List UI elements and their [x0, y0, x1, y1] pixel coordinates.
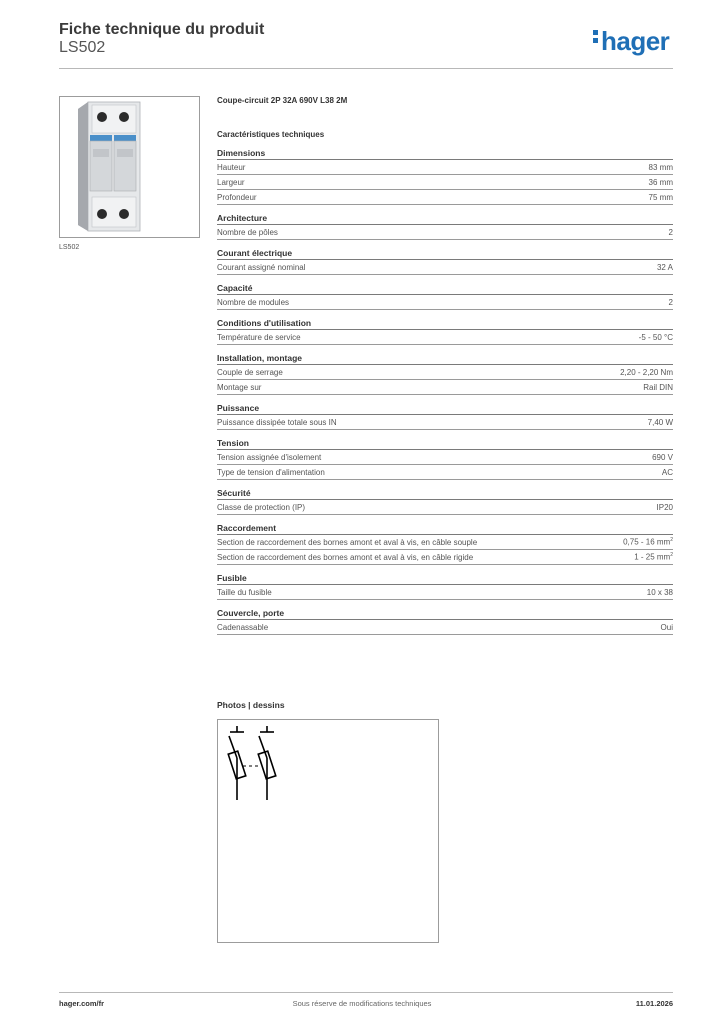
footer-divider — [59, 992, 673, 993]
header-divider — [59, 68, 673, 69]
logo-dots-icon — [593, 30, 599, 46]
spec-section-title: Raccordement — [217, 523, 277, 533]
spec-value-cell — [643, 383, 673, 392]
spec-value: 2 — [668, 297, 673, 307]
spec-label: Type de tension d'alimentation — [217, 467, 325, 477]
spec-label: Taille du fusible — [217, 587, 272, 597]
spec-section-title: Conditions d'utilisation — [217, 318, 312, 328]
spec-value-cell — [657, 503, 673, 512]
spec-label: Profondeur — [217, 192, 257, 202]
spec-value-cell — [661, 623, 673, 632]
spec-label: Section de raccordement des bornes amont et aval à vis, en câble souple — [217, 537, 478, 547]
footer-date: 11.01.2026 — [635, 999, 673, 1008]
spec-value-cell — [634, 552, 673, 562]
spec-row — [217, 465, 673, 480]
spec-value: -5 - 50 °C — [638, 332, 673, 342]
spec-value: 1 - 25 mm — [634, 552, 671, 562]
spec-row — [217, 380, 673, 395]
spec-row — [217, 620, 673, 635]
spec-value: 690 V — [652, 452, 673, 462]
spec-label: Cadenassable — [217, 622, 269, 632]
spec-value-cell — [620, 368, 673, 377]
spec-value-cell — [649, 163, 673, 172]
spec-row — [217, 585, 673, 600]
spec-section — [217, 213, 673, 240]
spec-label: Courant assigné nominal — [217, 262, 306, 272]
spec-section-title: Installation, montage — [217, 353, 303, 363]
spec-section-title: Puissance — [217, 403, 260, 413]
spec-value: IP20 — [656, 502, 673, 512]
spec-section-title: Capacité — [217, 283, 253, 293]
spec-row — [217, 190, 673, 205]
spec-section-title: Sécurité — [217, 488, 251, 498]
spec-value-cell — [649, 178, 673, 187]
spec-row — [217, 415, 673, 430]
spec-value-cell — [669, 298, 673, 307]
spec-section-title: Couvercle, porte — [217, 608, 285, 618]
spec-label: Section de raccordement des bornes amont et aval à vis, en câble rigide — [217, 552, 474, 562]
fuse-holder-illustration — [60, 97, 199, 237]
spec-value: 7,40 W — [647, 417, 673, 427]
spec-section-title: Architecture — [217, 213, 268, 223]
spec-section — [217, 608, 673, 635]
spec-section — [217, 523, 673, 565]
spec-label: Hauteur — [217, 162, 246, 172]
spec-value-cell — [648, 418, 673, 427]
spec-section — [217, 318, 673, 345]
spec-section — [217, 283, 673, 310]
product-reference: LS502 — [59, 39, 106, 56]
spec-label: Couple de serrage — [217, 367, 283, 377]
document-title: Fiche technique du produit — [59, 21, 265, 38]
spec-value-cell — [669, 228, 673, 237]
spec-value: 83 mm — [648, 162, 673, 172]
spec-section-title: Dimensions — [217, 148, 266, 158]
spec-row — [217, 175, 673, 190]
logo-text: hager — [601, 26, 670, 56]
spec-section — [217, 148, 673, 205]
spec-row — [217, 450, 673, 465]
spec-label: Nombre de modules — [217, 297, 290, 307]
spec-label: Nombre de pôles — [217, 227, 278, 237]
spec-value-cell — [649, 193, 673, 202]
spec-section — [217, 488, 673, 515]
spec-row — [217, 500, 673, 515]
technical-characteristics-heading: Caractéristiques techniques — [217, 130, 325, 139]
spec-section-title: Fusible — [217, 573, 247, 583]
spec-label: Montage sur — [217, 382, 262, 392]
spec-value: 10 x 38 — [646, 587, 673, 597]
spec-section — [217, 573, 673, 600]
spec-label: Tension assignée d'isolement — [217, 452, 322, 462]
spec-value: 32 A — [656, 262, 673, 272]
spec-section — [217, 403, 673, 430]
spec-sections — [217, 148, 673, 635]
spec-value-cell — [662, 468, 673, 477]
spec-value: AC — [661, 467, 673, 477]
fuse-schematic-icon — [218, 720, 438, 942]
spec-row — [217, 535, 673, 550]
spec-row — [217, 295, 673, 310]
spec-section — [217, 248, 673, 275]
spec-value-cell — [647, 588, 673, 597]
spec-row — [217, 160, 673, 175]
hager-logo[interactable] — [593, 26, 669, 56]
spec-value-cell — [623, 537, 673, 547]
spec-label: Température de service — [217, 332, 301, 342]
product-name: Coupe-circuit 2P 32A 690V L38 2M — [217, 96, 348, 105]
spec-value-cell — [639, 333, 673, 342]
spec-value-cell — [652, 453, 673, 462]
spec-label: Classe de protection (IP) — [217, 502, 306, 512]
spec-section-title: Courant électrique — [217, 248, 293, 258]
spec-row — [217, 550, 673, 565]
spec-label: Largeur — [217, 177, 245, 187]
footer-notice: Sous réserve de modifications techniques — [292, 999, 432, 1008]
spec-value: Oui — [660, 622, 673, 632]
spec-row — [217, 330, 673, 345]
spec-value: 75 mm — [648, 192, 673, 202]
photos-heading: Photos | dessins — [217, 700, 285, 710]
unit-superscript: 2 — [670, 537, 673, 544]
spec-value-cell — [657, 263, 673, 272]
spec-row — [217, 225, 673, 240]
spec-row — [217, 260, 673, 275]
spec-row — [217, 365, 673, 380]
spec-value: 2 — [668, 227, 673, 237]
unit-superscript: 2 — [670, 552, 673, 559]
spec-value: Rail DIN — [643, 382, 673, 392]
spec-value: 2,20 - 2,20 Nm — [620, 367, 673, 377]
specifications — [217, 96, 673, 635]
spec-section-title: Tension — [217, 438, 249, 448]
schematic-drawing — [217, 719, 439, 943]
spec-label: Puissance dissipée totale sous IN — [217, 417, 337, 427]
footer-website-link[interactable]: hager.com/fr — [59, 999, 105, 1008]
spec-value: 36 mm — [648, 177, 673, 187]
spec-section — [217, 353, 673, 395]
spec-section — [217, 438, 673, 480]
spec-value: 0,75 - 16 mm — [623, 537, 671, 547]
product-photo-caption: LS502 — [59, 244, 80, 251]
product-photo — [59, 96, 200, 238]
